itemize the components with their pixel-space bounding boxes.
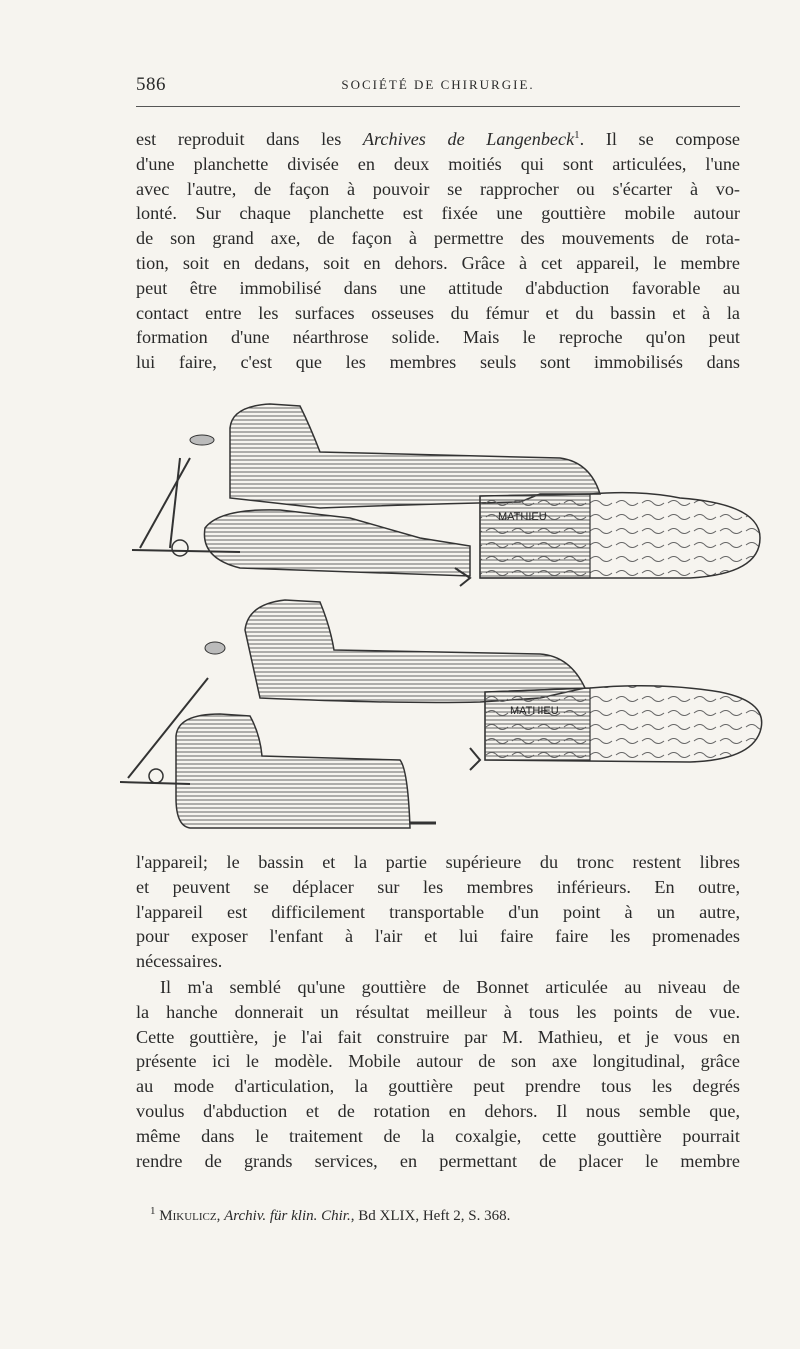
- text-line: formation d'une néarthrose solide. Mais le reproche qu'on peut: [136, 327, 740, 348]
- text-line: la hanche donnerait un résultat meilleur à tous les points de vue.: [136, 1001, 740, 1022]
- page-number: 586: [136, 74, 166, 95]
- upper-splint-figure: [132, 404, 760, 586]
- text-line: Cette gouttière, je l'ai fait construire par M. Mathieu, et je vous en: [136, 1026, 740, 1047]
- text-line: voulus d'abduction et de rotation en dehors. Il nous semble que,: [136, 1100, 740, 1121]
- text-line: pour exposer l'enfant à l'air et lui faire faire les promenades: [136, 926, 740, 947]
- paragraph-1: [136, 127, 740, 375]
- text-line: est reproduit dans les Archives de Langenbeck$^1$. Il se compose: [136, 128, 740, 149]
- footnote-journal: Archiv. für klin. Chir.: [224, 1208, 351, 1224]
- text-line: même dans le traitement de la coxalgie, cette gouttière pourrait: [136, 1125, 740, 1146]
- text-line: au mode d'articulation, la gouttière peut prendre tous les degrés: [136, 1076, 740, 1097]
- text-line: Il m'a semblé qu'une gouttière de Bonnet articulée au niveau de: [160, 977, 740, 997]
- text-line: peut être immobilisé dans une attitude d'abduction favorable au: [136, 277, 740, 298]
- text-line: nécessaires.: [136, 951, 223, 972]
- text-line: de son grand axe, de façon à permettre des mouvements de rota-: [136, 228, 740, 249]
- text-line: rendre de grands services, en permettant de placer le membre: [136, 1150, 740, 1171]
- header-rule: [136, 106, 740, 107]
- running-head: SOCIÉTÉ DE CHIRURGIE.: [341, 77, 535, 92]
- text-line: lui faire, c'est que les membres seuls sont immobilisés dans: [136, 352, 740, 373]
- page-header: [136, 74, 740, 96]
- maker-stamp-lower: MATHIEU: [510, 705, 559, 717]
- footnote-author: Mikulicz,: [159, 1208, 221, 1224]
- text-line: présente ici le modèle. Mobile autour de son axe longitudinal, grâce: [136, 1051, 740, 1072]
- footnote: [150, 1205, 511, 1225]
- text-line: lonté. Sur chaque planchette est fixée une gouttière mobile autour: [136, 203, 740, 224]
- text-line: tion, soit en dedans, soit en dehors. Grâce à cet appareil, le membre: [136, 252, 740, 273]
- footnote-marker: 1: [574, 128, 580, 141]
- text-line: d'une planchette divisée en deux moitiés qui sont articulées, l'une: [136, 153, 740, 174]
- text-line: et peuvent se déplacer sur les membres inférieurs. En outre,: [136, 876, 740, 897]
- footnote-details: , Bd XLIX, Heft 2, S. 368.: [350, 1208, 511, 1224]
- footnote-number: 1: [150, 1205, 156, 1217]
- splint-illustration: [120, 398, 780, 846]
- journal-reference: Archives de Langenbeck: [362, 129, 575, 149]
- text-line: l'appareil est difficilement transportable d'un point à un autre,: [136, 901, 740, 922]
- text-line: l'appareil; le bassin et la partie supérieure du tronc restent libres: [136, 852, 740, 872]
- paragraph-3: [136, 975, 740, 1173]
- text-line: contact entre les surfaces osseuses du fémur et du bassin et à la: [136, 302, 740, 323]
- text-line: avec l'autre, de façon à pouvoir se rapprocher ou s'écarter à vo-: [136, 178, 740, 199]
- paragraph-2: [136, 850, 740, 974]
- lower-splint-figure: [120, 600, 762, 828]
- maker-stamp-upper: MATHIEU: [498, 511, 547, 523]
